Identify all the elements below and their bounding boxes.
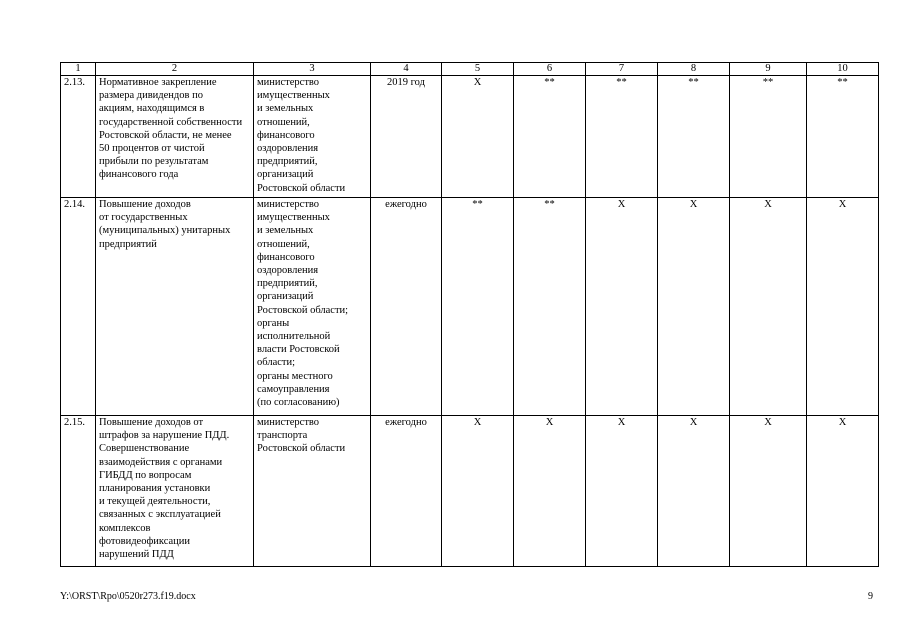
row-executor: министерство имущественных и земельных отношений, финансового оздоровления предприятий, организаций Ростовской области; органы исполнительной власти Ростовской области; органы местного самоуправления (по согласованию): [254, 198, 371, 416]
row-value-col5: **: [442, 198, 514, 416]
header-cell-10: 10: [807, 63, 879, 76]
row-measure: Повышение доходов от штрафов за нарушение ПДД. Совершенствование взаимодействия с органами ГИБДД по вопросам планирования установки и текущей деятельности, связанных с эксплуатацией комплексов фотовидеофиксации нарушений ПДД: [96, 416, 254, 567]
row-value-col9: Х: [730, 416, 807, 567]
header-cell-7: 7: [586, 63, 658, 76]
row-executor: министерство имущественных и земельных отношений, финансового оздоровления предприятий, организаций Ростовской области: [254, 76, 371, 198]
row-term: ежегодно: [371, 198, 442, 416]
row-value-col6: Х: [514, 416, 586, 567]
header-row: [61, 63, 879, 76]
header-cell-8: 8: [658, 63, 730, 76]
row-number: 2.14.: [61, 198, 96, 416]
header-cell-3: 3: [254, 63, 371, 76]
row-value-col8: **: [658, 76, 730, 198]
row-value-col8: Х: [658, 198, 730, 416]
row-value-col6: **: [514, 76, 586, 198]
row-value-col10: Х: [807, 198, 879, 416]
row-value-col10: Х: [807, 416, 879, 567]
row-value-col9: Х: [730, 198, 807, 416]
row-value-col5: Х: [442, 416, 514, 567]
row-value-col9: **: [730, 76, 807, 198]
row-value-col10: **: [807, 76, 879, 198]
row-term: 2019 год: [371, 76, 442, 198]
row-term: ежегодно: [371, 416, 442, 567]
row-value-col7: **: [586, 76, 658, 198]
row-number: 2.13.: [61, 76, 96, 198]
row-measure: Повышение доходов от государственных (муниципальных) унитарных предприятий: [96, 198, 254, 416]
table-row: [61, 416, 879, 567]
row-value-col7: Х: [586, 198, 658, 416]
row-executor: министерство транспорта Ростовской области: [254, 416, 371, 567]
measures-table: [60, 62, 879, 567]
row-number: 2.15.: [61, 416, 96, 567]
header-cell-2: 2: [96, 63, 254, 76]
header-cell-9: 9: [730, 63, 807, 76]
table-row: [61, 198, 879, 416]
table-row: [61, 76, 879, 198]
row-value-col5: Х: [442, 76, 514, 198]
header-cell-4: 4: [371, 63, 442, 76]
header-cell-5: 5: [442, 63, 514, 76]
header-cell-1: 1: [61, 63, 96, 76]
row-measure: Нормативное закрепление размера дивидендов по акциям, находящимся в государственной собственности Ростовской области, не менее 50 процентов от чистой прибыли по результатам финансового года: [96, 76, 254, 198]
row-value-col6: **: [514, 198, 586, 416]
row-value-col7: Х: [586, 416, 658, 567]
footer-file-path: Y:\ORST\Rpo\0520r273.f19.docx: [60, 591, 196, 602]
page-number: 9: [868, 591, 873, 602]
header-cell-6: 6: [514, 63, 586, 76]
row-value-col8: Х: [658, 416, 730, 567]
